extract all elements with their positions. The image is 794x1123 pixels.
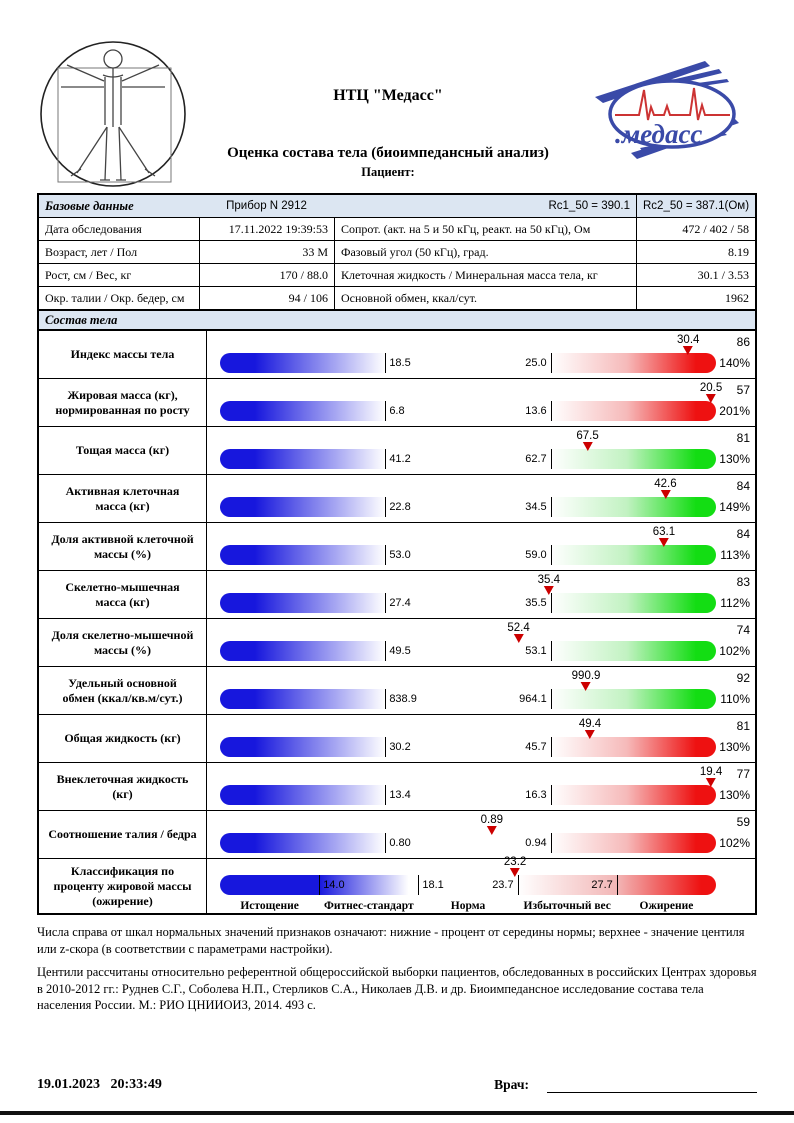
vitruvian-man-image (37, 35, 189, 191)
norm-boundary-value: 35.5 (525, 597, 547, 609)
scale-area (207, 619, 755, 666)
composition-row (39, 378, 755, 426)
percent-of-norm-value: 112% (720, 596, 750, 610)
category-label: Ожирение (639, 900, 694, 912)
marker-triangle-icon (581, 682, 591, 691)
scale-area (207, 856, 755, 913)
parameter-label: Активная клеточная масса (кг) (39, 475, 207, 522)
percent-of-norm-value: 110% (720, 692, 750, 706)
norm-boundary-value: 964.1 (519, 693, 547, 705)
scale-area (207, 427, 755, 474)
composition-row (39, 714, 755, 762)
measured-value-marker (654, 478, 676, 499)
measured-value: 20.5 (699, 382, 723, 394)
norm-boundary-value: 30.2 (389, 741, 411, 753)
phase-angle-value: 8.19 (636, 240, 755, 263)
parameter-label: Классификация по проценту жировой массы (ожирение) (39, 859, 207, 913)
gradient-scale-bar (220, 593, 716, 613)
scale-boundary-value: 14.0 (323, 879, 345, 891)
basic-row-label: Рост, см / Вес, кг (39, 263, 199, 286)
measured-value-marker (576, 430, 598, 451)
percent-of-norm-value: 140% (719, 356, 750, 370)
norm-boundary-value: 34.5 (525, 501, 547, 513)
norm-boundary-value: 27.4 (389, 597, 411, 609)
measured-value: 67.5 (576, 430, 599, 442)
measured-value-marker (507, 622, 529, 643)
norm-boundary-value: 0.94 (525, 837, 547, 849)
basic-row-label2: Основной обмен, ккал/сут. (334, 286, 636, 309)
percentile-value: 74 (736, 623, 750, 637)
data-tables (37, 193, 757, 915)
parameter-label: Жировая масса (кг), нормированная по росту (39, 379, 207, 426)
percentile-value: 84 (736, 527, 750, 541)
composition-row (39, 426, 755, 474)
norm-boundary-value: 53.0 (389, 549, 411, 561)
gradient-scale-bar (220, 785, 716, 805)
parameter-label: Общая жидкость (кг) (39, 715, 207, 762)
parameter-label: Доля скелетно-мышечной массы (%) (39, 619, 207, 666)
marker-triangle-icon (514, 634, 524, 643)
norm-boundary-value: 13.4 (389, 789, 411, 801)
composition-row (39, 858, 755, 913)
body-composition-rows (39, 331, 755, 913)
measured-value: 42.6 (654, 478, 677, 490)
composition-row (39, 762, 755, 810)
report-footer (37, 1077, 757, 1093)
measured-value: 30.4 (677, 334, 700, 346)
scale-boundary-value: 27.7 (591, 879, 613, 891)
parameter-label: Тощая масса (кг) (39, 427, 207, 474)
composition-row (39, 474, 755, 522)
basic-row-label: Окр. талии / Окр. бедер, см (39, 286, 199, 309)
measured-value-marker (653, 526, 675, 547)
gradient-scale-bar (220, 401, 716, 421)
marker-triangle-icon (660, 490, 670, 499)
percentile-value: 92 (736, 671, 750, 685)
composition-row (39, 570, 755, 618)
norm-boundary-value: 6.8 (389, 405, 405, 417)
measured-value-marker (481, 814, 503, 835)
basic-row-label2: Фазовый угол (50 кГц), град. (334, 240, 636, 263)
measured-value: 23.2 (503, 856, 527, 868)
composition-row (39, 666, 755, 714)
norm-boundary-value: 838.9 (389, 693, 417, 705)
doctor-label: Врач: (494, 1076, 529, 1092)
scale-area (207, 571, 755, 618)
category-labels (220, 900, 716, 912)
measured-value-marker (677, 334, 699, 355)
measured-value-marker (700, 766, 722, 787)
metabolism-value: 1962 (636, 286, 755, 309)
norm-boundary-value: 49.5 (389, 645, 411, 657)
measured-value: 990.9 (571, 670, 601, 682)
norm-boundary-value: 13.6 (525, 405, 547, 417)
scale-area (207, 763, 755, 810)
parameter-label: Доля активной клеточной массы (%) (39, 523, 207, 570)
parameter-label: Скелетно-мышечная масса (кг) (39, 571, 207, 618)
scale-area (207, 667, 755, 714)
footnote-percentiles: Числа справа от шкал нормальных значений признаков означают: нижние - процент от середины нормы; верхнее - значение центиля или z-скора (в соответствии с параметрами настройки). (37, 925, 745, 956)
marker-triangle-icon (659, 538, 669, 547)
norm-boundary-value: 41.2 (389, 453, 411, 465)
body-composition-section-title: Состав тела (39, 309, 755, 331)
rc1-value: Rc1_50 = 390.1 (334, 195, 636, 217)
basic-row-label: Возраст, лет / Пол (39, 240, 199, 263)
organization-title: НТЦ "Медасс" (333, 87, 443, 104)
percentile-value: 86 (736, 335, 750, 349)
rc2-value: Rc2_50 = 387.1 (Ом) (636, 195, 755, 217)
scale-area (207, 523, 755, 570)
scale-boundary-value: 23.7 (492, 879, 514, 891)
gradient-scale-bar (220, 833, 716, 853)
percentile-value: 57 (736, 383, 750, 397)
parameter-label: Внеклеточная жидкость (кг) (39, 763, 207, 810)
logo-text: .медасс (615, 119, 703, 149)
category-label: Истощение (240, 900, 299, 912)
gradient-scale-bar (220, 497, 716, 517)
norm-boundary-value: 45.7 (525, 741, 547, 753)
percent-of-norm-value: 102% (719, 644, 750, 658)
norm-boundary-value: 22.8 (389, 501, 411, 513)
norm-boundary-value: 25.0 (525, 357, 547, 369)
marker-triangle-icon (487, 826, 497, 835)
gradient-scale-bar (220, 737, 716, 757)
marker-triangle-icon (583, 442, 593, 451)
waist-hip-value: 94 / 106 (199, 286, 334, 309)
measured-value-marker (538, 574, 560, 595)
doctor-signature-line (547, 1078, 757, 1093)
measured-value-marker (504, 856, 526, 877)
parameter-label: Индекс массы тела (39, 331, 207, 378)
scale-area (207, 715, 755, 762)
scale-area (207, 331, 755, 378)
device-number: Прибор N 2912 (199, 195, 334, 217)
measured-value: 19.4 (699, 766, 723, 778)
norm-boundary-value: 53.1 (525, 645, 547, 657)
percent-of-norm-value: 130% (719, 788, 750, 802)
document-title: Оценка состава тела (биоимпедансный анализ) (227, 145, 549, 161)
parameter-label: Соотношение талия / бедра (39, 811, 207, 858)
scale-area (207, 475, 755, 522)
norm-boundary-value: 0.80 (389, 837, 411, 849)
marker-triangle-icon (585, 730, 595, 739)
basic-data-table (39, 195, 755, 309)
gradient-scale-bar (220, 449, 716, 469)
measured-value-marker (572, 670, 601, 691)
basic-data-title: Базовые данные (39, 195, 199, 217)
measured-value: 63.1 (652, 526, 676, 538)
measured-value-marker (579, 718, 601, 739)
gradient-scale-bar (220, 689, 716, 709)
category-label: Норма (450, 900, 486, 912)
marker-triangle-icon (683, 346, 693, 355)
cell-fluid-value: 30.1 / 3.53 (636, 263, 755, 286)
composition-row (39, 810, 755, 858)
basic-row-label2: Сопрот. (акт. на 5 и 50 кГц, реакт. на 50 кГц), Ом (334, 217, 636, 240)
percent-of-norm-value: 113% (720, 548, 750, 562)
percentile-value: 81 (736, 431, 750, 445)
category-label: Фитнес-стандарт (323, 900, 414, 912)
norm-boundary-value: 16.3 (525, 789, 547, 801)
ohm-unit: (Ом) (724, 200, 750, 212)
resistance-value: 472 / 402 / 58 (636, 217, 755, 240)
composition-row (39, 331, 755, 378)
percent-of-norm-value: 102% (719, 836, 750, 850)
basic-row-label: Дата обследования (39, 217, 199, 240)
gradient-scale-bar (220, 353, 716, 373)
composition-row (39, 522, 755, 570)
marker-triangle-icon (544, 586, 554, 595)
gradient-scale-bar (220, 875, 716, 895)
percent-of-norm-value: 149% (719, 500, 750, 514)
percentile-value: 83 (736, 575, 750, 589)
page-bottom-rule (0, 1111, 794, 1115)
norm-boundary-value: 59.0 (525, 549, 547, 561)
gradient-scale-bar (220, 641, 716, 661)
percentile-value: 81 (736, 719, 750, 733)
marker-triangle-icon (706, 778, 716, 787)
exam-date-value: 17.11.2022 19:39:53 (199, 217, 334, 240)
percent-of-norm-value: 201% (719, 404, 750, 418)
percentile-value: 84 (736, 479, 750, 493)
parameter-label: Удельный основной обмен (ккал/кв.м/сут.) (39, 667, 207, 714)
category-label: Избыточный вес (523, 900, 611, 912)
report-header (37, 35, 757, 193)
measured-value: 0.89 (480, 814, 503, 826)
measured-value: 52.4 (507, 622, 530, 634)
scale-boundary-value: 18.1 (422, 879, 444, 891)
basic-row-label2: Клеточная жидкость / Минеральная масса тела, кг (334, 263, 636, 286)
percent-of-norm-value: 130% (719, 452, 750, 466)
measured-value-marker (700, 382, 722, 403)
composition-row (39, 618, 755, 666)
percentile-value: 77 (736, 767, 750, 781)
age-sex-value: 33 М (199, 240, 334, 263)
marker-triangle-icon (510, 868, 520, 877)
norm-boundary-value: 18.5 (389, 357, 411, 369)
scale-area (207, 811, 755, 858)
scale-area (207, 379, 755, 426)
percent-of-norm-value: 130% (719, 740, 750, 754)
percentile-value: 59 (736, 815, 750, 829)
print-datetime: 19.01.2023 20:33:49 (37, 1076, 162, 1092)
marker-triangle-icon (706, 394, 716, 403)
footnote-reference: Центили рассчитаны относительно референтной общероссийской выборки пациентов, обследованных в российских Центрах здоровья в 2010-2012 гг.: Руднев С.Г., Соболева Н.П., Стерликов С.А., Николаев Д.В. и др. Биоимпедансное исследование состава тела населения России. М.: РИО ЦНИИОИЗ, 2014. 493 с. (37, 965, 757, 1012)
height-weight-value: 170 / 88.0 (199, 263, 334, 286)
measured-value: 49.4 (578, 718, 602, 730)
norm-boundary-value: 62.7 (525, 453, 547, 465)
medass-logo (587, 53, 757, 171)
patient-label: Пациент: (361, 165, 415, 179)
measured-value: 35.4 (537, 574, 561, 586)
gradient-scale-bar (220, 545, 716, 565)
